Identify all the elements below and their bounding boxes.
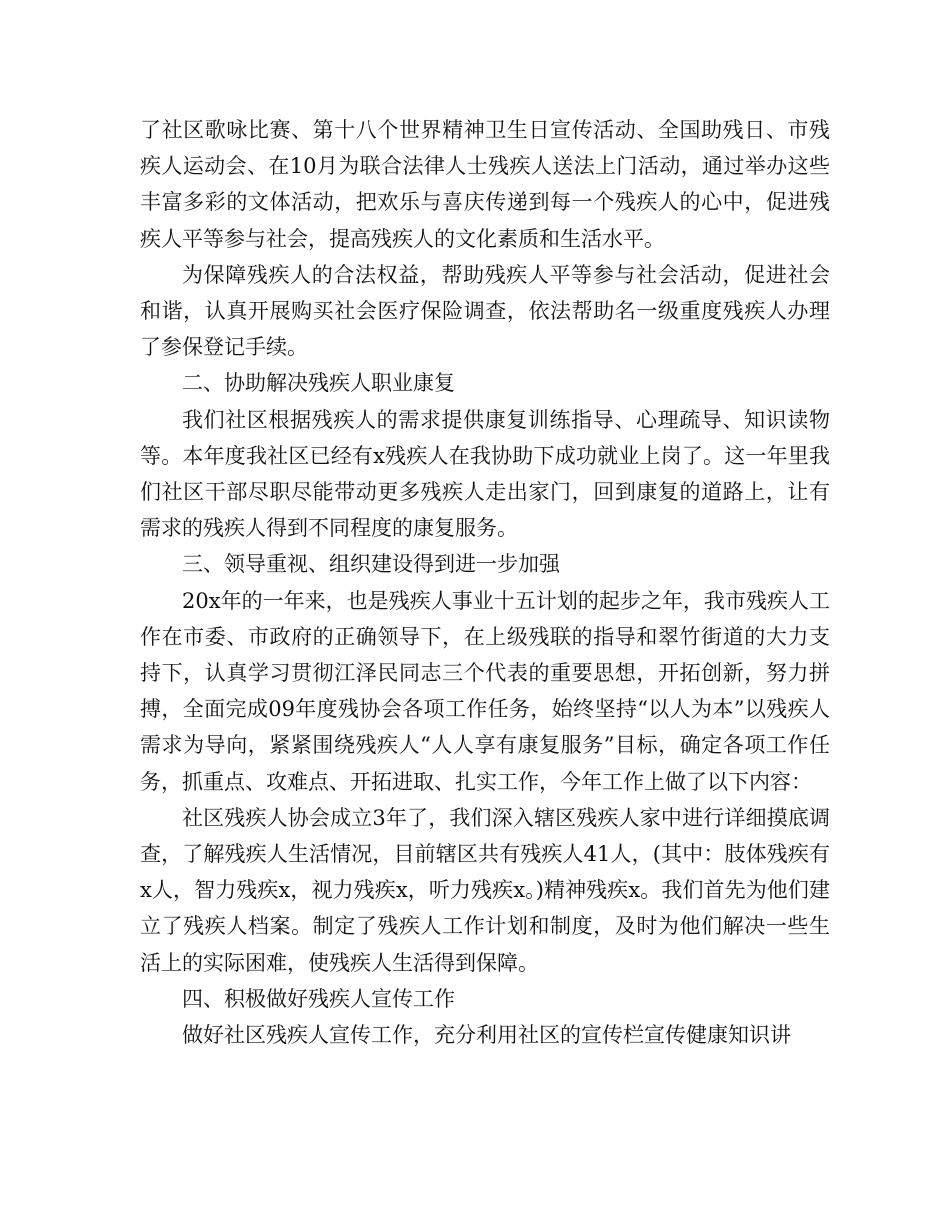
paragraph-rehab-services: 我们社区根据残疾人的需求提供康复训练指导、心理疏导、知识读物等。本年度我社区已经有x残疾人在我协助下成功就业上岗了。这一年里我们社区干部尽职尽能带动更多残疾人走出家门，回到康复的道路上，让有需求的残疾人得到不同程度的康复服务。 bbox=[140, 407, 830, 541]
section-heading-leadership: 三、领导重视、组织建设得到进一步加强 bbox=[182, 552, 560, 577]
paragraph-legal-rights: 为保障残疾人的合法权益，帮助残疾人平等参与社会活动，促进社会和谐，认真开展购买社会医疗保险调查，依法帮助名一级重度残疾人办理了参保登记手续。 bbox=[140, 262, 830, 360]
paragraph-publicity-work: 做好社区残疾人宣传工作，充分利用社区的宣传栏宣传健康知识讲 bbox=[182, 1023, 791, 1048]
paragraph-association-survey: 社区残疾人协会成立3年了，我们深入辖区残疾人家中进行详细摸底调查，了解残疾人生活情况，目前辖区共有残疾人41人，(其中：肢体残疾有x人，智力残疾x，视力残疾x，听力残疾x。)精神残疾x。我们首先为他们建立了残疾人档案。制定了残疾人工作计划和制度，及时为他们解决一些生活上的实际困难，使残疾人生活得到保障。 bbox=[140, 805, 830, 975]
document-page bbox=[140, 112, 830, 1053]
paragraph-annual-work: 20x年的一年来，也是残疾人事业十五计划的起步之年，我市残疾人工作在市委、市政府的正确领导下，在上级残联的指导和翠竹街道的大力支持下，认真学习贯彻江泽民同志三个代表的重要思想，开拓创新，努力拼搏，全面完成09年度残协会各项工作任务，始终坚持“以人为本”以残疾人需求为导向，紧紧围绕残疾人“人人享有康复服务”目标，确定各项工作任务，抓重点、攻难点、开拓进取、扎实工作，今年工作上做了以下内容： bbox=[140, 588, 830, 794]
section-heading-publicity: 四、积极做好残疾人宣传工作 bbox=[182, 986, 455, 1011]
paragraph-continued-activities: 了社区歌咏比赛、第十八个世界精神卫生日宣传活动、全国助残日、市残疾人运动会、在10月为联合法律人士残疾人送法上门活动，通过举办这些丰富多彩的文体活动，把欢乐与喜庆传递到每一个残疾人的心中，促进残疾人平等参与社会，提高残疾人的文化素质和生活水平。 bbox=[140, 118, 830, 251]
section-heading-vocational-rehab: 二、协助解决残疾人职业康复 bbox=[182, 371, 455, 396]
